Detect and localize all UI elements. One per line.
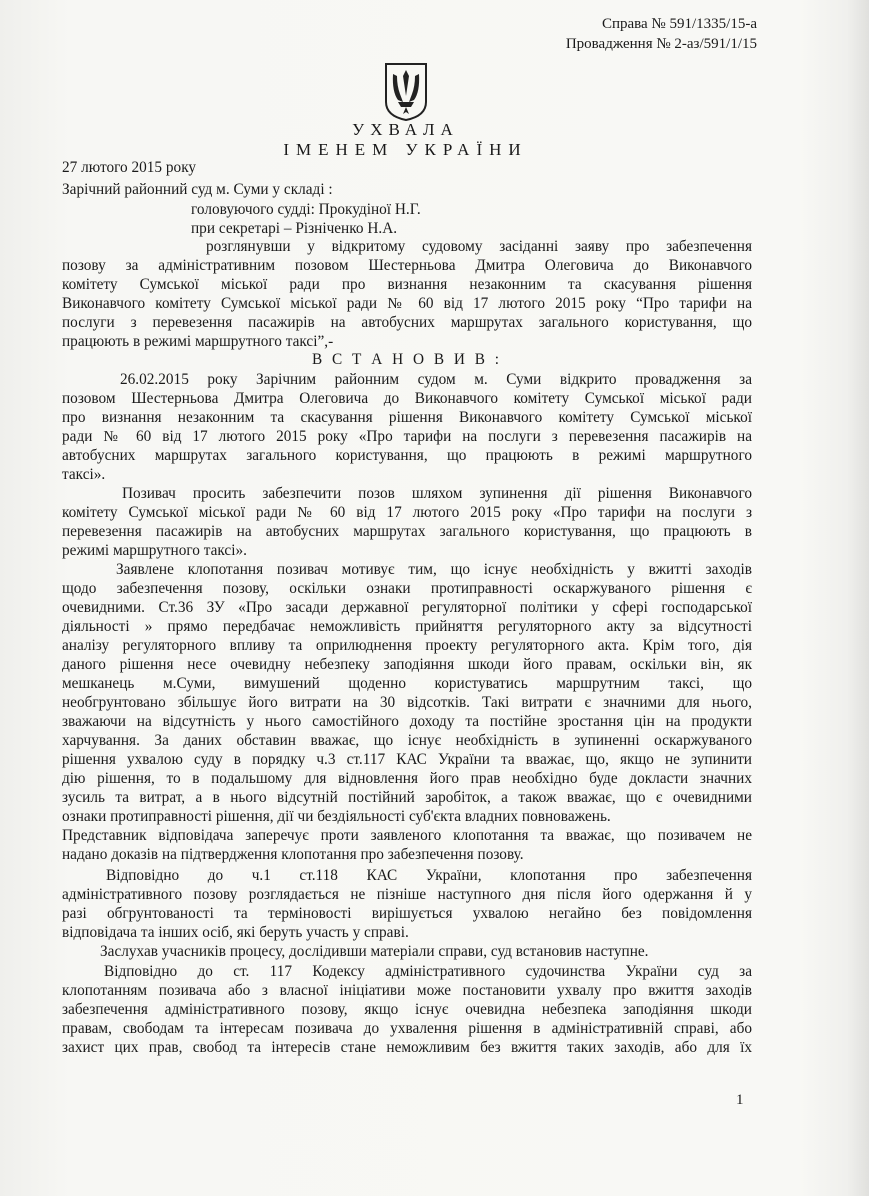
document-subtitle: ІМЕНЕМ УКРАЇНИ bbox=[283, 140, 528, 159]
text-line: необгрунтовано збільшує його витрати на 30 відсотків. Такі витрати є значними для нього, bbox=[62, 694, 752, 711]
text-line: зважаючи на відсутність у нього самостійного доходу та постійне зростання цін на продукти bbox=[62, 713, 752, 730]
text-line: діяльності » прямо передбачає неможливість прийняття регуляторного акту за відсутності bbox=[62, 618, 752, 635]
text-line: Заслухав учасників процесу, дослідивши матеріали справи, суд встановив наступне. bbox=[100, 943, 649, 960]
text-line: послуги з перевезення пасажирів на автобусних маршрутах загального користування, що bbox=[62, 314, 752, 331]
judge-line: головуючого судді: Прокудіної Н.Г. bbox=[191, 201, 421, 218]
case-reference bbox=[566, 14, 757, 54]
text-line: надано доказів на підтвердження клопотання про забезпечення позову. bbox=[62, 846, 524, 863]
court-line: Зарічний районний суд м. Суми у складі : bbox=[62, 181, 333, 198]
text-line: клопотанням позивача або з власної ініціативи може постановити ухвалу про вжиття заходів bbox=[62, 982, 752, 999]
text-line: очевидними. Ст.36 ЗУ «Про засади державної регуляторної політики у сфері господарської bbox=[62, 599, 752, 616]
text-line: харчування. За даних обставин вважає, що існує необхідність в зупиненні оскаржуваного bbox=[62, 732, 752, 749]
text-line: Заявлене клопотання позивач мотивує тим, що існує необхідність у вжитті заходів bbox=[116, 561, 752, 578]
text-line: адміністративного позову розглядається не пізніше наступного дня після його одержання й у bbox=[62, 886, 752, 903]
text-line: розглянувши у відкритому судовому засіданні заяву про забезпечення bbox=[206, 238, 752, 255]
text-line: ознаки протиправності рішення, дії чи бездіяльності суб'єкта владних повноважень. bbox=[62, 808, 611, 825]
text-line: позовом Шестерньова Дмитра Олеговича до Виконавчого комітету Сумської міської ради bbox=[62, 390, 752, 407]
text-line: разі обгрунтованості та терміновості вирішується ухвалою негайно без повідомлення bbox=[62, 905, 752, 922]
text-line: комітету Сумської міської ради № 60 від 17 лютого 2015 року «Про тарифи на послуги з bbox=[62, 504, 752, 521]
text-line: Виконавчого комітету Сумської міської ради № 60 від 17 лютого 2015 року “Про тарифи на bbox=[62, 295, 752, 312]
text-line: відповідача та інших осіб, які беруть участь у справі. bbox=[62, 924, 409, 941]
text-line: таксі». bbox=[62, 466, 106, 483]
text-line: рішення ухвалою суду в порядку ч.3 ст.117 КАС України та вважає, що, якщо не зупинити bbox=[62, 751, 752, 768]
text-line: 26.02.2015 року Зарічним районним судом м. Суми відкрито провадження за bbox=[120, 371, 752, 388]
date-line: 27 лютого 2015 року bbox=[62, 159, 197, 176]
text-line: даного рішення несе очевидну небезпеку заподіяння шкоди його правам, оскільки він, як bbox=[62, 656, 752, 673]
secretary-line: при секретарі – Різніченко Н.А. bbox=[191, 220, 398, 237]
text-line: режимі маршрутного таксі». bbox=[62, 542, 247, 559]
trident-coat-of-arms-icon bbox=[384, 62, 428, 122]
text-line: ради № 60 від 17 лютого 2015 року «Про тарифи на послуги з перевезення пасажирів на bbox=[62, 428, 752, 445]
text-line: Відповідно до ст. 117 Кодексу адміністративного судочинства України суд за bbox=[104, 963, 752, 980]
text-line: працюють в режимі маршрутного таксі”,- bbox=[62, 333, 334, 350]
text-line: про визнання незаконним та скасування рішення Виконавчого комітету Сумської міської bbox=[62, 409, 752, 426]
text-line: щодо забезпечення позову, оскільки ознаки протиправності оскаржуваного рішення є bbox=[62, 580, 752, 597]
text-line: аналізу регуляторного впливу та оприлюднення проекту регуляторного акта. Крім того, дія bbox=[62, 637, 752, 654]
case-number: Справа № 591/1335/15-а bbox=[601, 16, 757, 32]
text-line: правам, свободам та інтересам позивача до ухвалення рішення в адміністративній справі, або bbox=[62, 1020, 752, 1037]
document-title: УХВАЛА bbox=[352, 120, 459, 139]
text-line: мешканець м.Суми, вимушений щоденно користуватись маршрутним таксі, що bbox=[62, 675, 752, 692]
text-line: дію рішення, то в подальшому для відновлення його прав необхідно буде докласти значних bbox=[62, 770, 752, 787]
section-heading: В С Т А Н О В И В : bbox=[311, 351, 502, 368]
text-line: зусиль та витрат, а в нього відсутній постійний заробіток, а також вважає, що є очевидними bbox=[62, 789, 752, 806]
text-line: Позивач просить забезпечити позов шляхом зупинення дії рішення Виконавчого bbox=[122, 485, 752, 502]
text-line: Відповідно до ч.1 ст.118 КАС України, клопотання про забезпечення bbox=[106, 867, 752, 884]
text-line: захист цих прав, свобод та інтересів стане неможливим без вжиття таких заходів, або для їх bbox=[62, 1039, 752, 1056]
text-line: перевезення пасажирів на автобусних маршрутах загального користування, що працюють в bbox=[62, 523, 752, 540]
text-line: позову за адміністративним позовом Шестерньова Дмитра Олеговича до Виконавчого bbox=[62, 257, 752, 274]
text-line: автобусних маршрутах загального користування, що працюють в режимі маршрутного bbox=[62, 447, 752, 464]
proceeding-number: Провадження № 2-аз/591/1/15 bbox=[565, 36, 757, 52]
text-line: Представник відповідача заперечує проти заявленого клопотання та вважає, що позивачем не bbox=[62, 827, 752, 844]
text-line: комітету Сумської міської ради про визнання незаконним та скасування рішення bbox=[62, 276, 752, 293]
page-number: 1 bbox=[736, 1092, 744, 1108]
text-line: забезпечення адміністративного позову, якщо існує очевидна небезпека заподіяння шкоди bbox=[62, 1001, 752, 1018]
